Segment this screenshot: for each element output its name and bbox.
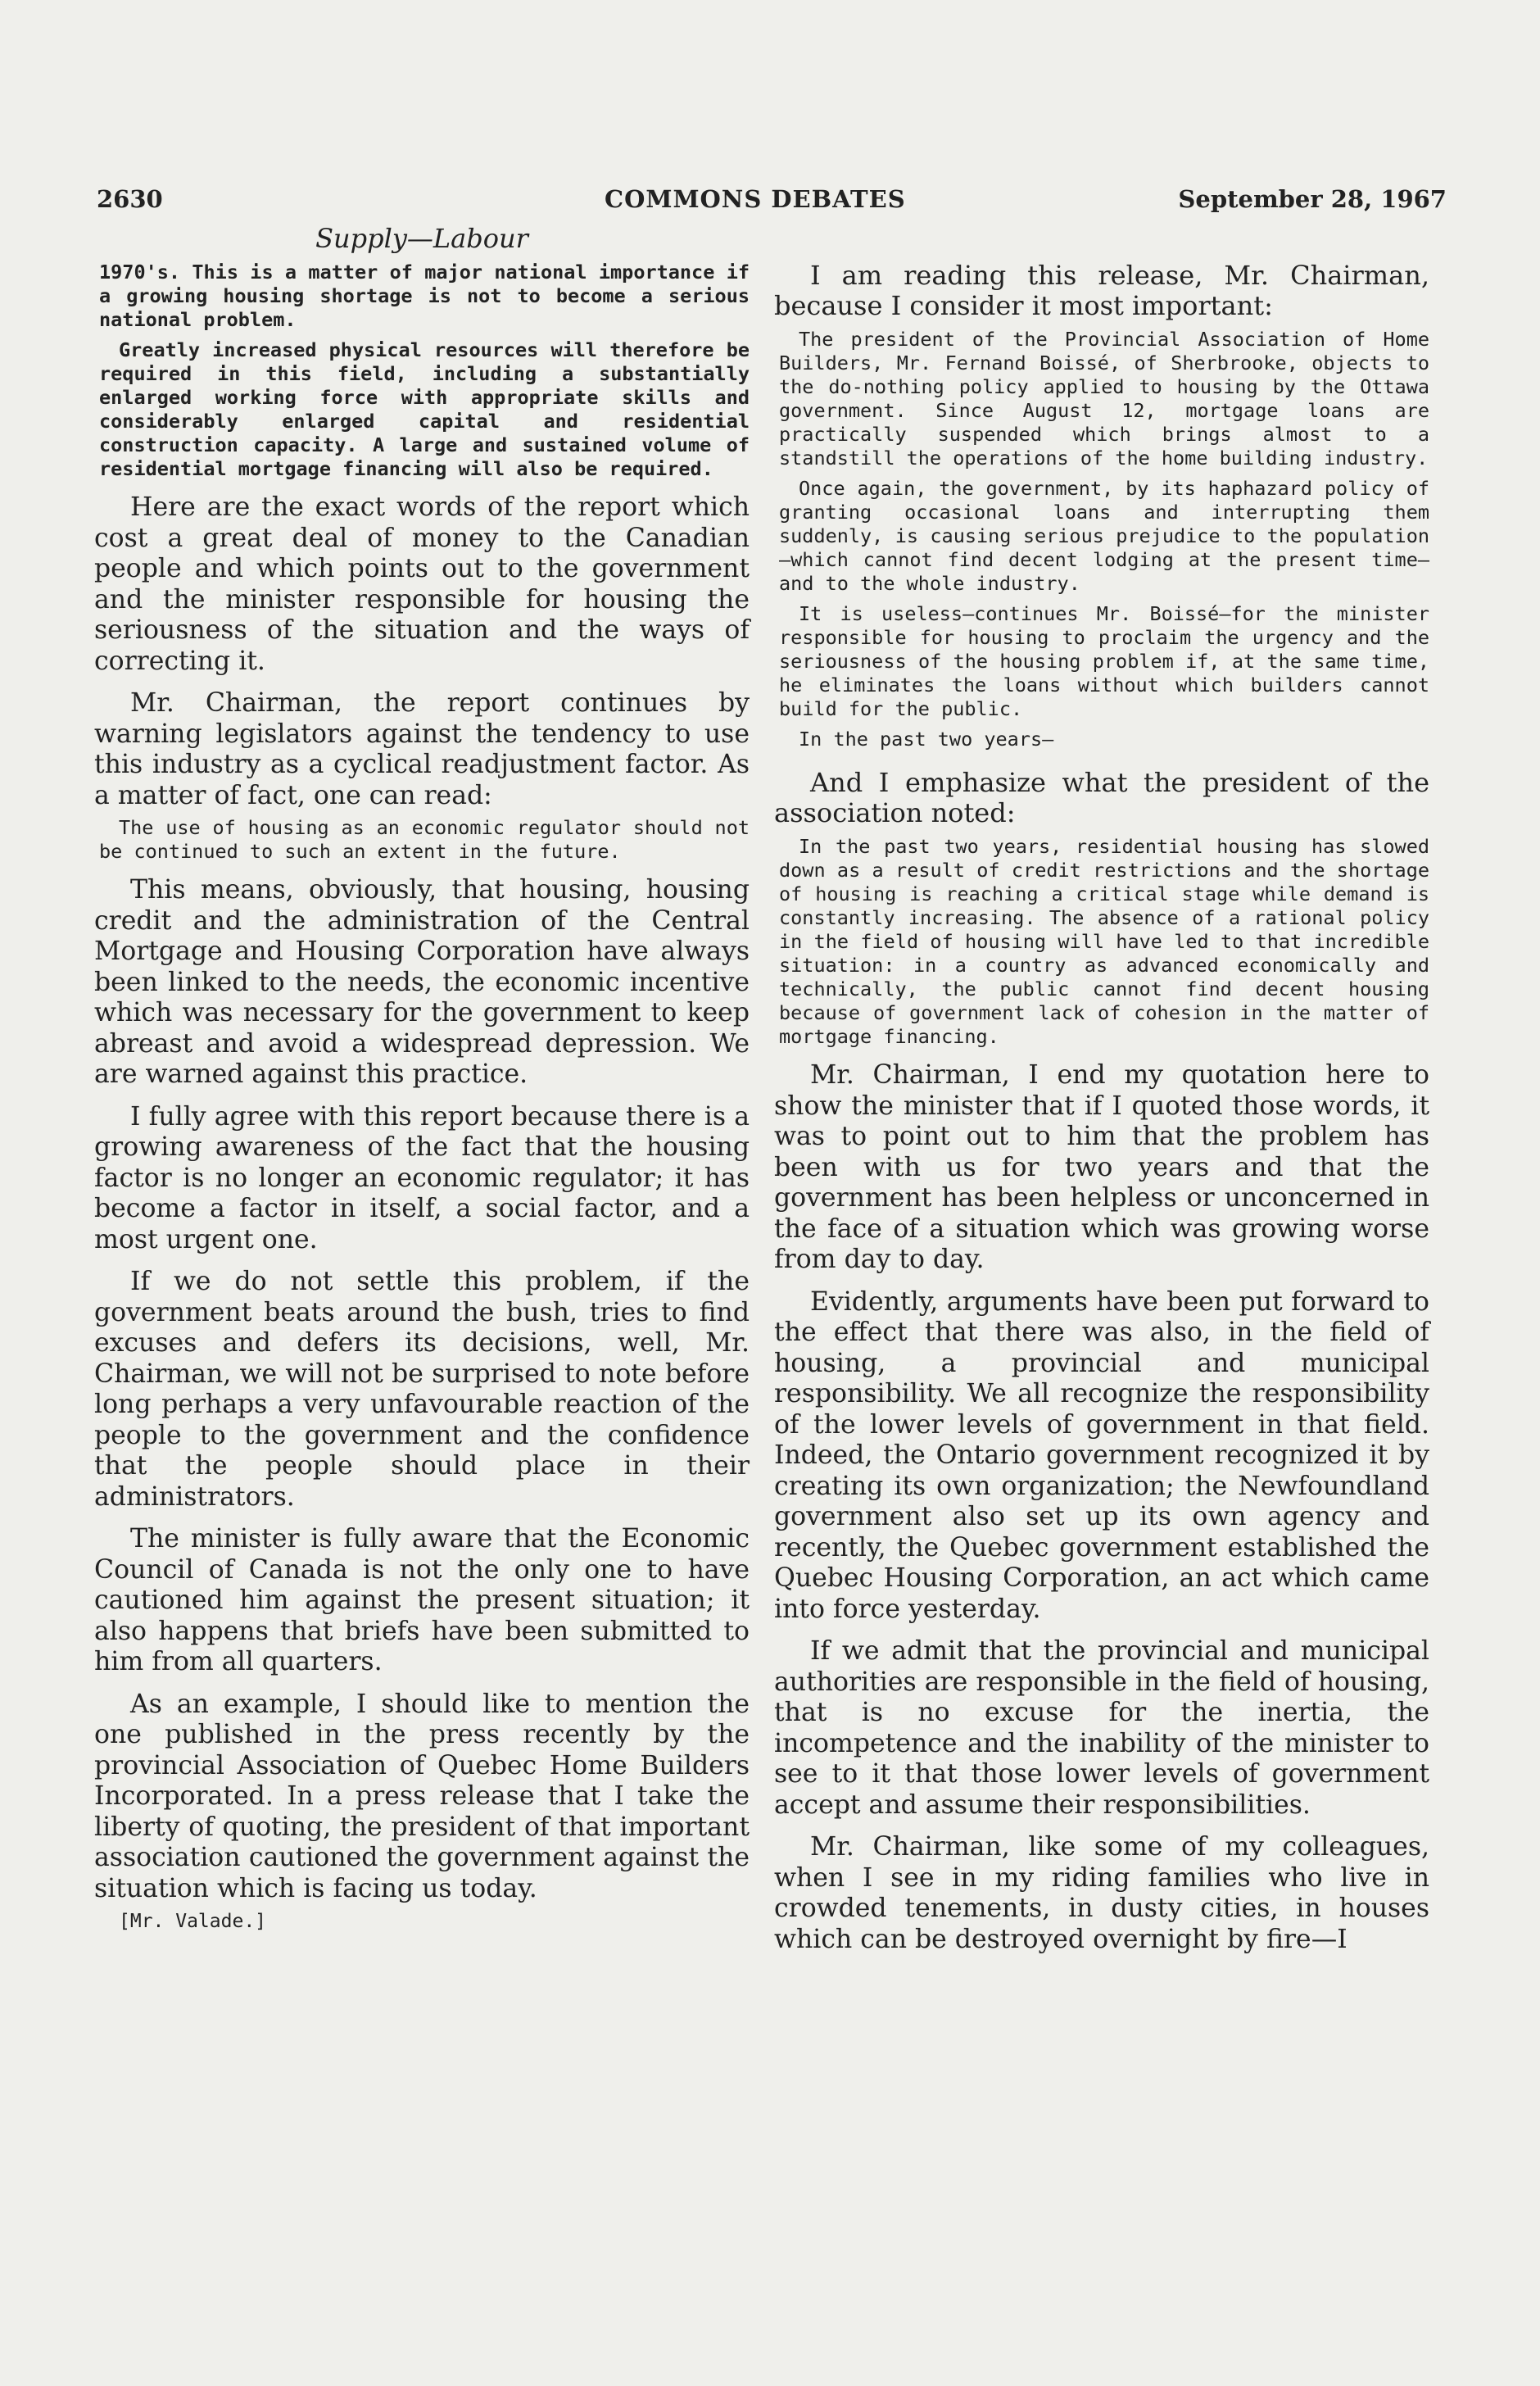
body-paragraph: Here are the exact words of the report which cost a great deal of money to the Canadian people and which points out to the government and the minister responsible for housing the seriousness of the situation and the ways of correcting it. (94, 492, 750, 676)
publication-title: COMMONS DEBATES (605, 185, 906, 213)
quote-paragraph: Greatly increased physical resources will therefore be required in this field, including a substantially enlarged working force with appropriate skills and considerably enlarged capital and residential construction capacity. A large and sustained volume of residential mortgage financing will also be required. (99, 338, 750, 480)
quote-paragraph: The president of the Provincial Association of Home Builders, Mr. Fernand Boissé, of Sherbrooke, objects to the do-nothing policy applied to housing by the Ottawa government. Since August 12, mortgage loans are practically suspended which brings almost to a standstill the operations of the home building industry. (779, 328, 1429, 469)
body-paragraph: As an example, I should like to mention the one published in the press recently by the provincial Association of Quebec Home Builders Incorporated. In a press release that I take the liberty of quoting, the president of that important association cautioned the government against the situation which is facing us today. (94, 1689, 750, 1903)
body-paragraph: The minister is fully aware that the Economic Council of Canada is not the only one to have cautioned him against the present situation; it also happens that briefs have been submitted to him from all quarters. (94, 1524, 750, 1676)
body-paragraph: Mr. Chairman, like some of my colleagues, when I see in my riding families who live in crowded tenements, in dusty cities, in houses which can be destroyed overnight by fire—I (774, 1832, 1429, 1954)
page-number: 2630 (97, 185, 163, 213)
page-header (97, 185, 1447, 221)
body-paragraph: I fully agree with this report because there is a growing awareness of the fact that the housing factor is no longer an economic regulator; it has become a factor in itself, a social factor, and a most urgent one. (94, 1101, 750, 1254)
quote-paragraph: It is useless—continues Mr. Boissé—for the minister responsible for housing to proclaim the urgency and the seriousness of the housing problem if, at the same time, he eliminates the loans without which builders cannot build for the public. (779, 602, 1429, 720)
lead-paragraph: I am reading this release, Mr. Chairman, because I consider it most important: (774, 260, 1429, 321)
quote-paragraph: In the past two years, residential housing has slowed down as a result of credit restrictions and the shortage of housing is reaching a critical stage while demand is constantly increasing. The absence of a rational policy in the field of housing will have led to that incredible situation: in a country as advanced economically and technically, the public cannot find decent housing because of government lack of cohesion in the matter of mortgage financing. (779, 835, 1429, 1048)
publication-date: September 28, 1967 (1178, 185, 1447, 213)
body-paragraph: This means, obviously, that housing, housing credit and the administration of the Central Mortgage and Housing Corporation have always been linked to the needs, the economic incentive which was necessary for the government to keep abreast and avoid a widespread depression. We are warned against this practice. (94, 875, 750, 1089)
lead-paragraph: And I emphasize what the president of the association noted: (774, 767, 1429, 828)
speaker-attribution: [Mr. Valade.] (119, 1911, 267, 1932)
quote-paragraph: 1970's. This is a matter of major national importance if a growing housing shortage is not to become a serious national problem. (99, 261, 750, 331)
section-subheading: Supply—Labour (315, 223, 528, 254)
left-column (94, 261, 750, 1932)
quote-paragraph: Once again, the government, by its haphazard policy of granting occasional loans and interrupting them suddenly, is causing serious prejudice to the population—which cannot find decent lodging at the present time—and to the whole industry. (779, 477, 1429, 595)
right-column (774, 261, 1429, 1955)
body-paragraph: Mr. Chairman, I end my quotation here to show the minister that if I quoted those words, it was to point out to him that the problem has been with us for two years and that the government has been helpless or unconcerned in the face of a situation which was growing worse from day to day. (774, 1060, 1429, 1274)
quote-paragraph: The use of housing as an economic regulator should not be continued to such an extent in the future. (99, 816, 750, 863)
quote-paragraph: In the past two years— (799, 728, 1054, 751)
body-paragraph: If we admit that the provincial and municipal authorities are responsible in the field of housing, that is no excuse for the inertia, the incompetence and the inability of the minister to see to it that those lower levels of government accept and assume their responsibilities. (774, 1636, 1429, 1820)
body-paragraph: Evidently, arguments have been put forward to the effect that there was also, in the field of housing, a provincial and municipal responsibility. We all recognize the responsibility of the lower levels of government in that field. Indeed, the Ontario government recognized it by creating its own organization; the Newfoundland government also set up its own agency and recently, the Quebec government established the Quebec Housing Corporation, an act which came into force yesterday. (774, 1286, 1429, 1624)
body-paragraph: Mr. Chairman, the report continues by warning legislators against the tendency to use this industry as a cyclical readjustment factor. As a matter of fact, one can read: (94, 688, 750, 810)
body-paragraph: If we do not settle this problem, if the government beats around the bush, tries to find excuses and defers its decisions, well, Mr. Chairman, we will not be surprised to note before long perhaps a very unfavourable reaction of the people to the government and the confidence that the people should place in their administrators. (94, 1267, 750, 1512)
